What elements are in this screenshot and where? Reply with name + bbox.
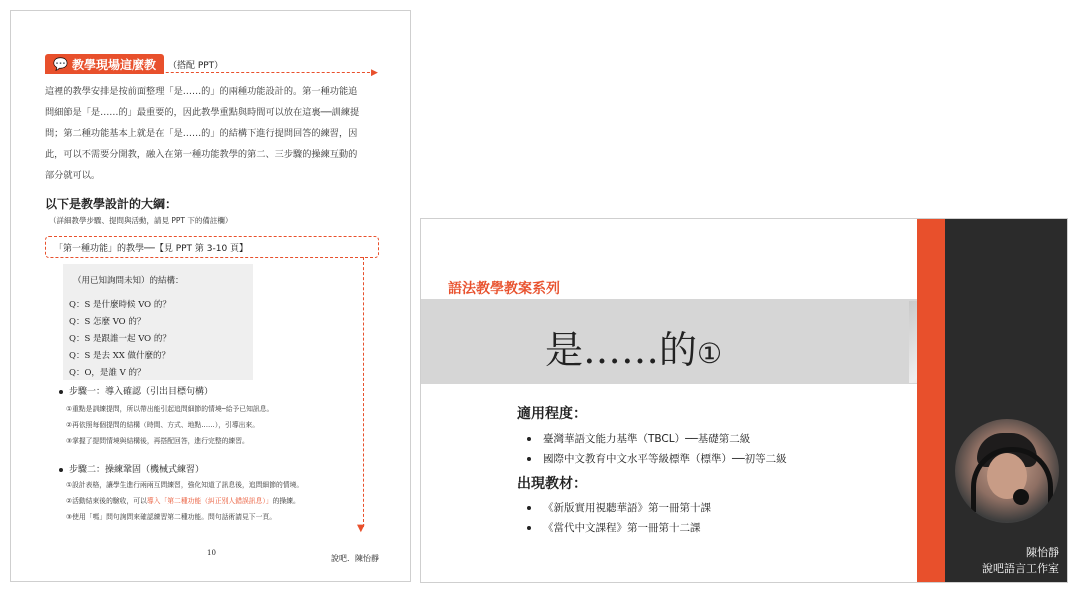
bullet-icon [59, 468, 63, 472]
presentation-slide [420, 218, 1068, 583]
page-footer: 說吧．陳怡靜 [331, 554, 379, 563]
headset-icon [971, 447, 1053, 512]
side-panel [945, 219, 1067, 582]
slide-series-title: 語法教學教案系列 [448, 281, 560, 297]
step-two-item-text: ②活動結束後的驗收，可以 [66, 497, 147, 505]
step-two-item-text: 的操練。 [272, 497, 300, 505]
presenter-name: 陳怡靜 [1026, 546, 1059, 559]
bullet-icon [527, 457, 531, 461]
step-two-item: ③使用「嗎」問句詢問來確認練習第二種功能。問句話術請見下一頁。 [66, 513, 276, 521]
bullet-icon [527, 506, 531, 510]
bullet-icon [527, 437, 531, 441]
material-item-text: 《當代中文課程》第一冊第十二課 [543, 522, 701, 534]
step-one-label: 步驟一：導入確認（引出目標句構） [69, 387, 214, 397]
bullet-icon [527, 526, 531, 530]
material-item [527, 500, 711, 515]
section-header [45, 54, 223, 74]
bullet-icon [59, 390, 63, 394]
studio-name: 說吧語言工作室 [982, 562, 1059, 575]
step-two-item [66, 495, 300, 505]
outline-title: 以下是教學設計的大綱： [45, 197, 178, 211]
intro-line: 部分就可以。 [45, 170, 101, 181]
intro-line: 問；第二種功能基本上就是在「是……的」的結構下進行提問回答的練習，因 [45, 128, 358, 139]
accent-bar [917, 219, 945, 582]
step-two-label: 步驟二：操練鞏固（機械式練習） [69, 465, 205, 475]
intro-line: 這裡的教學安排是按前面整理「是……的」的兩種功能設計的。第一種功能追 [45, 86, 358, 97]
level-item-text: 國際中文教育中文水平等級標準（標準）──初等二級 [543, 453, 787, 465]
step-one-item: ①重點是訓練提問，所以帶出能引起追問細節的情境─給予已知訊息。 [66, 405, 274, 413]
section-header-subtitle: （搭配 PPT） [167, 60, 224, 71]
intro-line: 此，可以不需要分開教，融入在第一種功能教學的第二、三步驟的操練互動的 [45, 149, 358, 160]
structure-box-title: （用已知詢問未知）的結構： [73, 276, 184, 286]
slide-main-title-number: ① [697, 337, 723, 370]
structure-box [63, 264, 253, 380]
step-one-item: ②再依照每個提問的結構（時間、方式、地點……），引導出來。 [66, 421, 260, 429]
speech-bubble-icon: 💬 [53, 57, 68, 71]
material-heading: 出現教材： [517, 476, 587, 492]
question-pattern: Q：S 是跟誰一起 VO 的？ [69, 334, 171, 344]
outline-note: （詳細教學步驟、提問與活動，請見 PPT 下的備註欄） [49, 216, 233, 225]
step-one [59, 384, 213, 397]
presenter-avatar [955, 419, 1059, 523]
document-page [10, 10, 411, 582]
arrow-right-icon: ▶ [371, 68, 378, 78]
flow-line [363, 257, 364, 527]
step-two-item-highlight: 導入「第二種功能（糾正別人錯誤訊息）」 [146, 497, 273, 505]
step-two [59, 462, 204, 475]
section-header-title: 教學現場這麼教 [71, 57, 156, 72]
slide-main-title-text: 是……的 [545, 328, 698, 372]
question-pattern: Q：S 怎麼 VO 的？ [69, 317, 146, 327]
intro-paragraph [45, 81, 383, 186]
question-pattern: Q：O，是誰 V 的？ [69, 368, 146, 378]
arrow-down-icon: ▼ [357, 523, 365, 534]
question-pattern: Q：S 是去 XX 做什麼的？ [69, 351, 171, 361]
section-header-tag [45, 54, 164, 74]
microphone-icon [1013, 489, 1029, 505]
level-heading: 適用程度： [517, 406, 587, 422]
intro-line: 問細節是「是……的」最重要的，因此教學重點與時間可以放在這裏──訓練提 [45, 107, 360, 118]
step-one-item: ③掌握了提問情境與結構後，再搭配回答，進行完整的練習。 [66, 437, 249, 445]
material-item-text: 《新版實用視聽華語》第一冊第十課 [543, 502, 711, 514]
header-divider [45, 72, 375, 73]
slide-main-title [545, 319, 722, 374]
material-item [527, 520, 701, 535]
level-item-text: 臺灣華語文能力基準（TBCL）──基礎第二級 [543, 433, 751, 445]
level-item [527, 451, 787, 466]
step-two-item: ①設計表格，讓學生進行兩兩互問練習，強化知道了訊息後，追問細節的情境。 [66, 481, 304, 489]
page-number: 10 [207, 549, 216, 557]
function-heading-box [45, 236, 379, 258]
function-heading: 「第一種功能」的教學──【見 PPT 第 3-10 頁】 [54, 244, 249, 254]
level-item [527, 431, 750, 446]
question-pattern: Q：S 是什麼時候 VO 的？ [69, 300, 171, 310]
